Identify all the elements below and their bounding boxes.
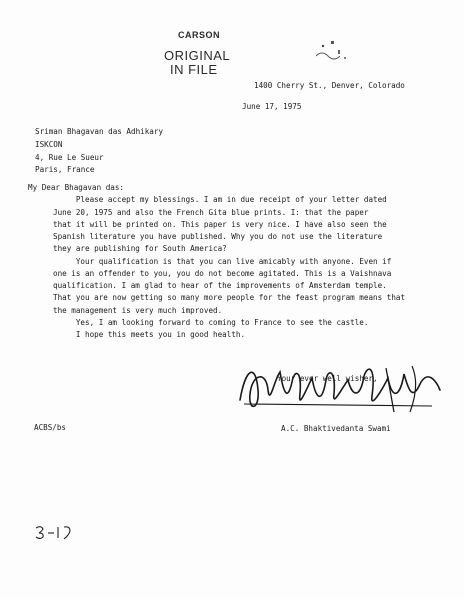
recipient-city: Paris, France: [35, 165, 95, 174]
body-line: I hope this meets you in good health.: [53, 330, 246, 339]
original-in-file-stamp-line2: IN FILE: [170, 62, 218, 77]
body-line: Yes, I am looking forward to coming to France to see the castle.: [53, 317, 369, 327]
sender-address: 1400 Cherry St., Denver, Colorado: [254, 81, 405, 90]
body-line: Spanish literature you have published. Why you do not use the literature: [53, 232, 383, 241]
body-line: one is an offender to you, you do not become agitated. This is a Vaishnava: [53, 268, 392, 278]
handwritten-signature: [236, 360, 446, 420]
letterhead-logo-icon: [312, 36, 356, 66]
signature-name: A.C. Bhaktivedanta Swami: [281, 424, 391, 433]
carson-stamp-label: CARSON: [178, 30, 221, 40]
body-line: June 20, 1975 and also the French Gita blue prints. I: that the paper: [53, 207, 369, 217]
salutation-line: My Dear Bhagavan das:: [28, 183, 125, 192]
typist-initials: ACBS/bs: [34, 423, 67, 432]
body-line: the management is very much improved.: [53, 305, 223, 315]
handwritten-note: [34, 524, 74, 540]
original-in-file-stamp-line1: ORIGINAL: [164, 48, 231, 63]
body-line: That you are now getting so many more people for the feast program means that: [53, 293, 406, 303]
body-line: they are publishing for South America?: [53, 244, 227, 254]
letter-body: [28, 182, 453, 341]
letter-date: June 17, 1975: [242, 102, 302, 111]
closing: Your ever well wisher,: [277, 374, 378, 383]
recipient-name: Sriman Bhagavan das Adhikary: [35, 127, 164, 136]
body-line: that it will be printed on. This paper is very nice. I have also seen the: [53, 219, 387, 229]
body-line: qualification. I am glad to hear of the improvements of Amsterdam temple.: [53, 281, 387, 290]
recipient-street: 4, Rue Le Sueur: [35, 153, 104, 162]
body-line: Your qualification is that you can live amicably with anyone. Even if: [53, 256, 392, 266]
recipient-org: ISKCON: [35, 140, 63, 149]
body-line: Please accept my blessings. I am in due receipt of your letter dated: [53, 195, 387, 205]
